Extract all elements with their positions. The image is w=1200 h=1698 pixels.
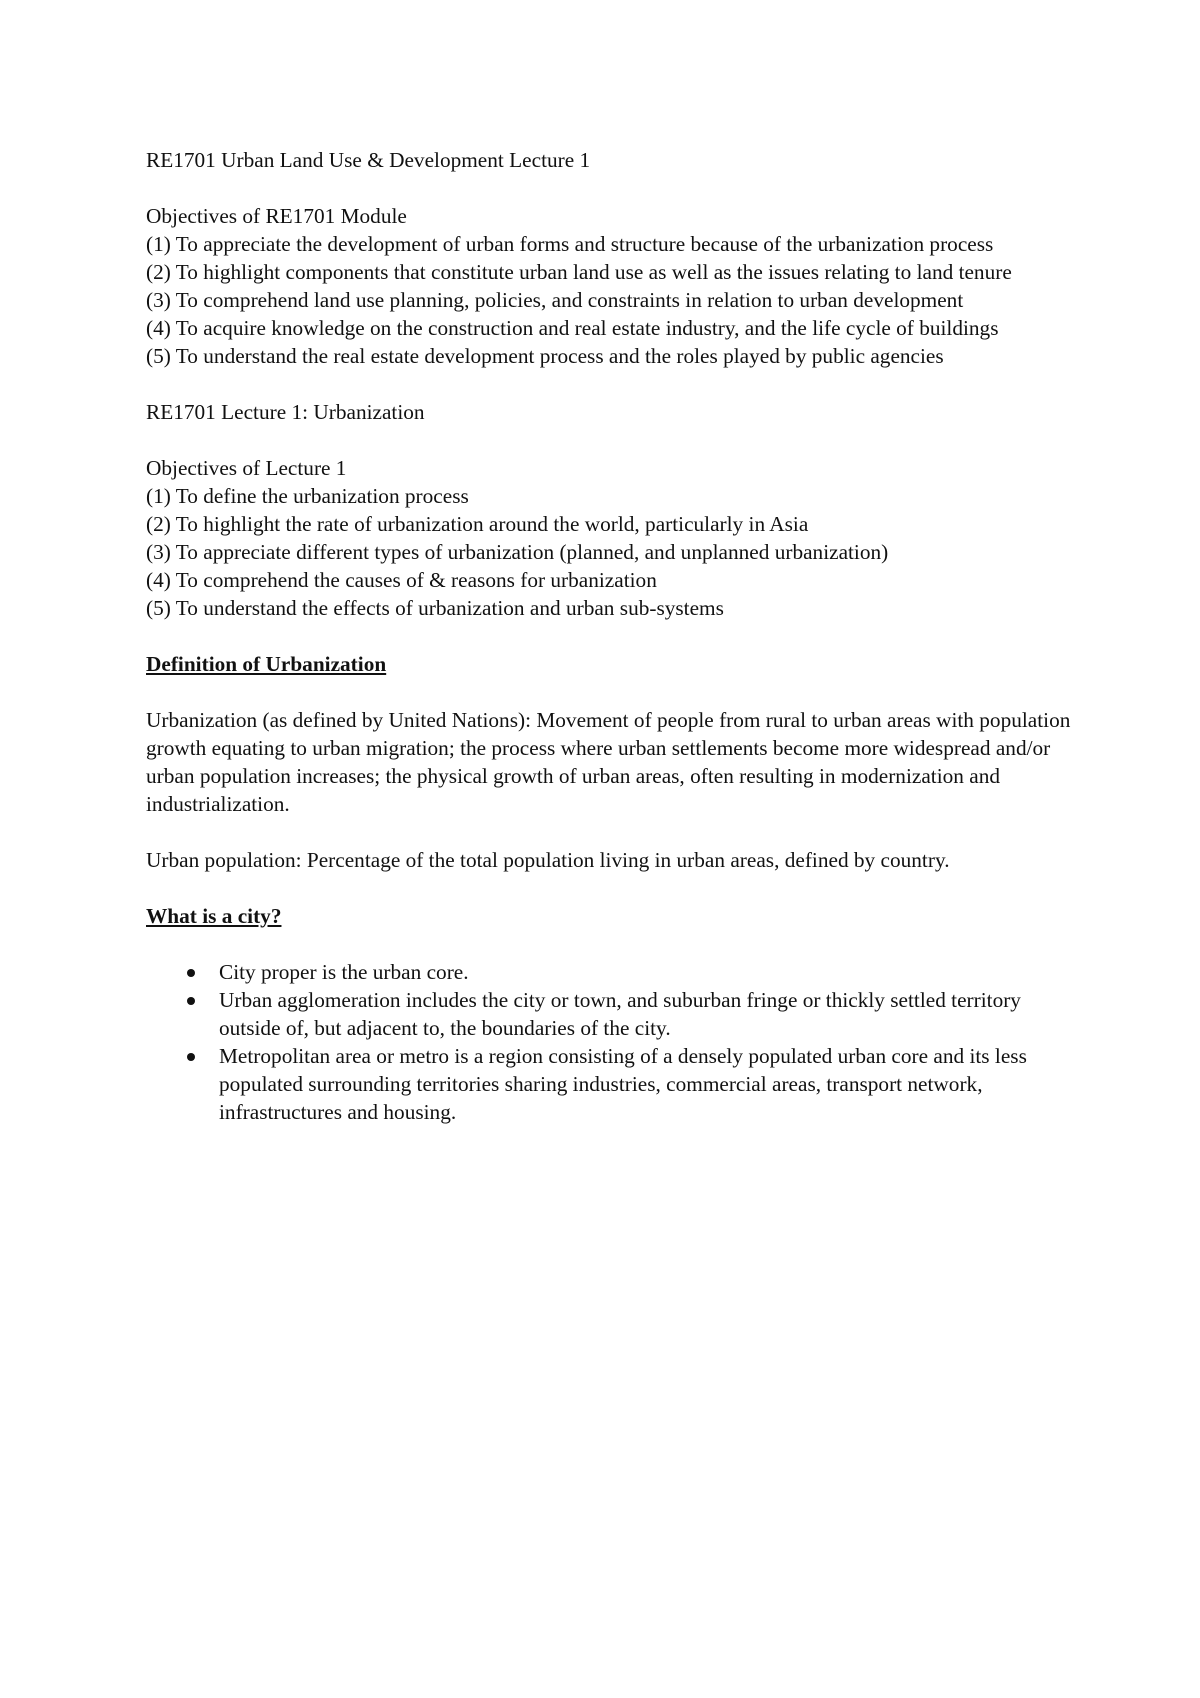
list-item bbox=[146, 958, 1086, 986]
module-objectives-heading: Objectives of RE1701 Module bbox=[146, 204, 407, 228]
lecture-title: RE1701 Lecture 1: Urbanization bbox=[146, 400, 425, 424]
lecture-objective-item: (4) To comprehend the causes of & reasons for urbanization bbox=[146, 568, 657, 592]
lecture-objective-item: (5) To understand the effects of urbanization and urban sub-systems bbox=[146, 596, 724, 620]
module-objective-item: (2) To highlight components that constitute urban land use as well as the issues relating to land tenure bbox=[146, 260, 1012, 284]
spacer bbox=[146, 874, 1086, 902]
city-bullet-list bbox=[146, 958, 1086, 1126]
bullet-icon bbox=[187, 1053, 195, 1061]
lecture-objective-item: (2) To highlight the rate of urbanization around the world, particularly in Asia bbox=[146, 512, 809, 536]
spacer bbox=[146, 426, 1086, 454]
definition-paragraph: Urbanization (as defined by United Nations): Movement of people from rural to urban areas with population growth equating to urban migration; the process where urban settlements become more widespread and/or urban population increases; the physical growth of urban areas, often resulting in modernization and industrialization. bbox=[146, 708, 1071, 816]
spacer bbox=[146, 370, 1086, 398]
urban-population-paragraph: Urban population: Percentage of the total population living in urban areas, defined by country. bbox=[146, 848, 950, 872]
spacer bbox=[146, 678, 1086, 706]
list-item bbox=[146, 986, 1086, 1042]
bullet-text: City proper is the urban core. bbox=[219, 960, 469, 984]
document-page bbox=[146, 146, 1086, 1126]
module-objective-item: (4) To acquire knowledge on the construction and real estate industry, and the life cycle of buildings bbox=[146, 316, 999, 340]
bullet-icon bbox=[187, 997, 195, 1005]
city-heading: What is a city? bbox=[146, 904, 282, 928]
document-title: RE1701 Urban Land Use & Development Lecture 1 bbox=[146, 148, 591, 172]
spacer bbox=[146, 174, 1086, 202]
definition-heading: Definition of Urbanization bbox=[146, 652, 387, 676]
lecture-objectives-heading: Objectives of Lecture 1 bbox=[146, 456, 347, 480]
module-objective-item: (5) To understand the real estate development process and the roles played by public agencies bbox=[146, 344, 944, 368]
spacer bbox=[146, 818, 1086, 846]
lecture-objectives bbox=[146, 454, 1086, 622]
bullet-icon bbox=[187, 969, 195, 977]
spacer bbox=[146, 930, 1086, 958]
module-objective-item: (1) To appreciate the development of urban forms and structure because of the urbanization process bbox=[146, 232, 994, 256]
definition-section bbox=[146, 706, 1086, 874]
module-objective-item: (3) To comprehend land use planning, policies, and constraints in relation to urban development bbox=[146, 288, 964, 312]
list-item bbox=[146, 1042, 1086, 1126]
lecture-objective-item: (3) To appreciate different types of urbanization (planned, and unplanned urbanization) bbox=[146, 540, 889, 564]
module-objectives bbox=[146, 202, 1086, 370]
bullet-text: Urban agglomeration includes the city or town, and suburban fringe or thickly settled territory outside of, but adjacent to, the boundaries of the city. bbox=[219, 988, 1021, 1040]
bullet-text: Metropolitan area or metro is a region consisting of a densely populated urban core and its less populated surrounding territories sharing industries, commercial areas, transport network, infrastructures and housing. bbox=[219, 1044, 1027, 1124]
lecture-objective-item: (1) To define the urbanization process bbox=[146, 484, 469, 508]
spacer bbox=[146, 622, 1086, 650]
